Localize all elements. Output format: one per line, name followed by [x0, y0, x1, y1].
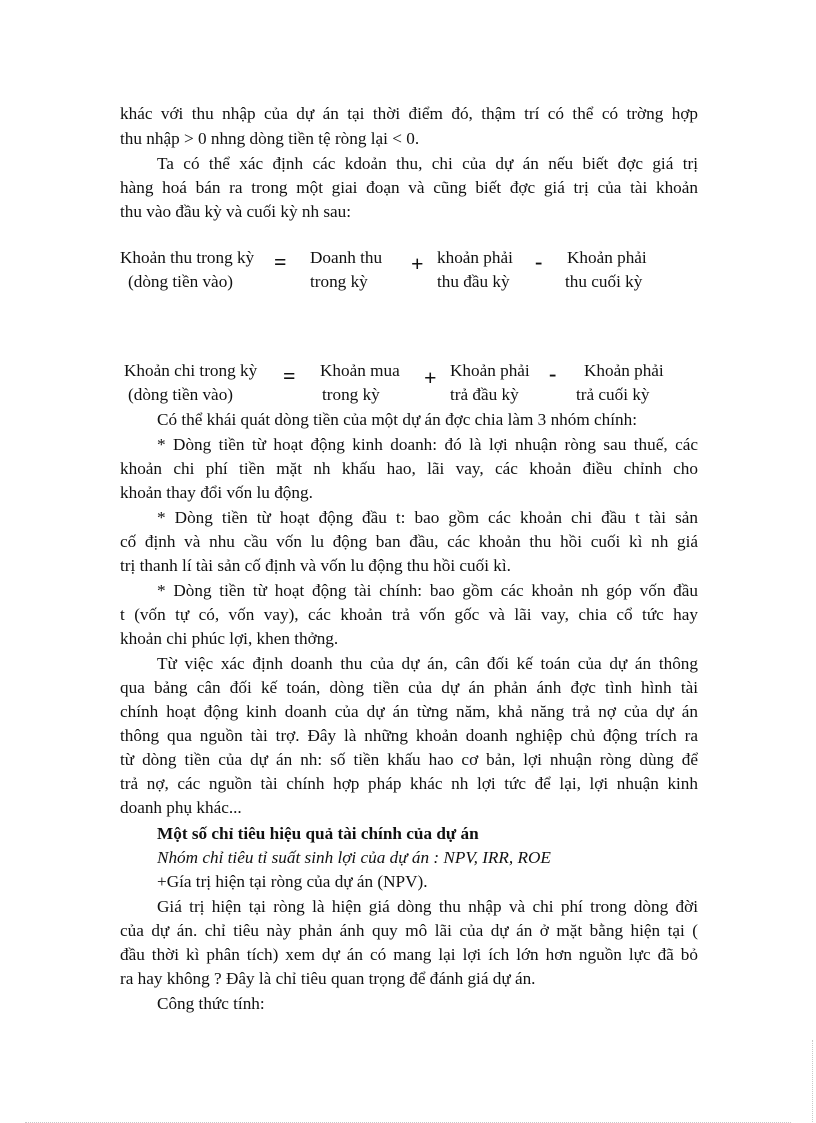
text-line: từ dòng tiền của dự án nh: số tiền khấu hao cơ bản, lợi nhuận ròng dùng để	[120, 750, 698, 769]
text-line: đầu thời kì phân tích) xem dự án có mang lại lợi ích lớn hơn nguồn lực đã bỏ	[120, 945, 698, 964]
formula-term1-line1: Doanh thu	[310, 248, 383, 267]
page-border-right	[812, 1040, 813, 1122]
text-line: khác với thu nhập của dự án tại thời điểm đó, thậm trí có thể có trờng hợp	[120, 104, 698, 123]
formula-term1-line1: Khoản mua	[320, 361, 400, 380]
text-line: Từ việc xác định doanh thu của dự án, cân đối kế toán của dự án thông	[157, 654, 698, 673]
text-line: của dự án. chỉ tiêu này phản ánh quy mô lãi của dự án ở mặt bằng hiện tại (	[120, 921, 698, 940]
formula-left-line2: (dòng tiền vào)	[128, 272, 234, 291]
text-line: thu vào đầu kỳ và cuối kỳ nh sau:	[120, 202, 352, 221]
equals-sign: =	[283, 363, 296, 388]
formula-term1-line2: trong kỳ	[322, 385, 380, 404]
formula-term3-line2: trả cuối kỳ	[576, 385, 650, 404]
formula-term2-line2: thu đầu kỳ	[437, 272, 510, 291]
formula-term2-line2: trả đầu kỳ	[450, 385, 519, 404]
equals-sign: =	[274, 249, 287, 274]
text-line: khoản thay đổi vốn lu động.	[120, 483, 313, 502]
formula-term2-line1: Khoản phải	[450, 361, 530, 380]
text-line: thu nhập > 0 nhng dòng tiền tệ ròng lại < 0.	[120, 129, 420, 148]
text-line: khoản chi phí tiền mặt nh khấu hao, lãi vay, các khoản điều chỉnh cho	[120, 459, 698, 478]
text-line: Có thể khái quát dòng tiền của một dự án đợc chia làm 3 nhóm chính:	[157, 410, 637, 429]
formula-label: Công thức tính:	[157, 994, 265, 1013]
formula-term3-line1: Khoản phải	[584, 361, 664, 380]
text-line: thông qua nguồn tài trợ. Đây là những khoản doanh nghiệp chủ động trích ra	[120, 726, 698, 745]
plus-sign: +	[424, 365, 437, 390]
text-line: t (vốn tự có, vốn vay), các khoản trả vốn gốc và lãi vay, chia cổ tức hay	[120, 605, 698, 624]
formula-term3-line2: thu cuối kỳ	[565, 272, 643, 291]
text-line: * Dòng tiền từ hoạt động tài chính: bao gồm các khoản nh góp vốn đầu	[157, 581, 698, 600]
text-line: khoản chi phúc lợi, khen thởng.	[120, 629, 339, 648]
text-line: hàng hoá bán ra trong một giai đoạn và cũng biết đợc giá trị của tài khoản	[120, 178, 698, 197]
text-line: ra hay không ? Đây là chỉ tiêu quan trọng để đánh giá dự án.	[120, 969, 536, 988]
text-line: trị thanh lí tài sản cố định và vốn lu động thu hồi cuối kì.	[120, 556, 511, 575]
text-line: Ta có thể xác định các kdoản thu, chi của dự án nếu biết đợc giá trị	[157, 154, 698, 173]
formula-left-line1: Khoản chi trong kỳ	[124, 361, 258, 380]
formula-term2-line1: khoản phải	[437, 248, 513, 267]
text-line: Giá trị hiện tại ròng là hiện giá dòng thu nhập và chi phí trong dòng đời	[157, 897, 698, 916]
formula-term3-line1: Khoản phải	[567, 248, 647, 267]
npv-title: +Gía trị hiện tại ròng của dự án (NPV).	[157, 872, 428, 891]
plus-sign: +	[411, 251, 424, 276]
text-line: qua bảng cân đối kế toán, dòng tiền của dự án phản ánh đợc tình hình tài	[120, 678, 698, 697]
text-line: * Dòng tiền từ hoạt động kinh doanh: đó là lợi nhuận ròng sau thuế, các	[157, 435, 698, 454]
text-line: cố định và nhu cầu vốn lu động ban đầu, các khoản thu hồi cuối kì nh giá	[120, 532, 698, 551]
section-heading: Một số chỉ tiêu hiệu quả tài chính của dự án	[157, 824, 479, 843]
text-line: chính hoạt động kinh doanh của dự án từng năm, khả năng trả nợ của dự án	[120, 702, 698, 721]
minus-sign: -	[549, 361, 557, 386]
formula-left-line2: (dòng tiền vào)	[128, 385, 234, 404]
formula-left-line1: Khoản thu trong kỳ	[120, 248, 255, 267]
text-line: * Dòng tiền từ hoạt động đầu t: bao gồm các khoản chi đầu t tài sản	[157, 508, 698, 527]
minus-sign: -	[535, 249, 543, 274]
text-line: doanh phụ khác...	[120, 798, 242, 817]
formula-term1-line2: trong kỳ	[310, 272, 368, 291]
section-subheading: Nhóm chỉ tiêu tỉ suất sinh lợi của dự án : NPV, IRR, ROE	[157, 848, 551, 867]
text-line: trả nợ, các nguồn tài chính hợp pháp khác nh lợi tức để lại, lợi nhuận kinh	[120, 774, 698, 793]
